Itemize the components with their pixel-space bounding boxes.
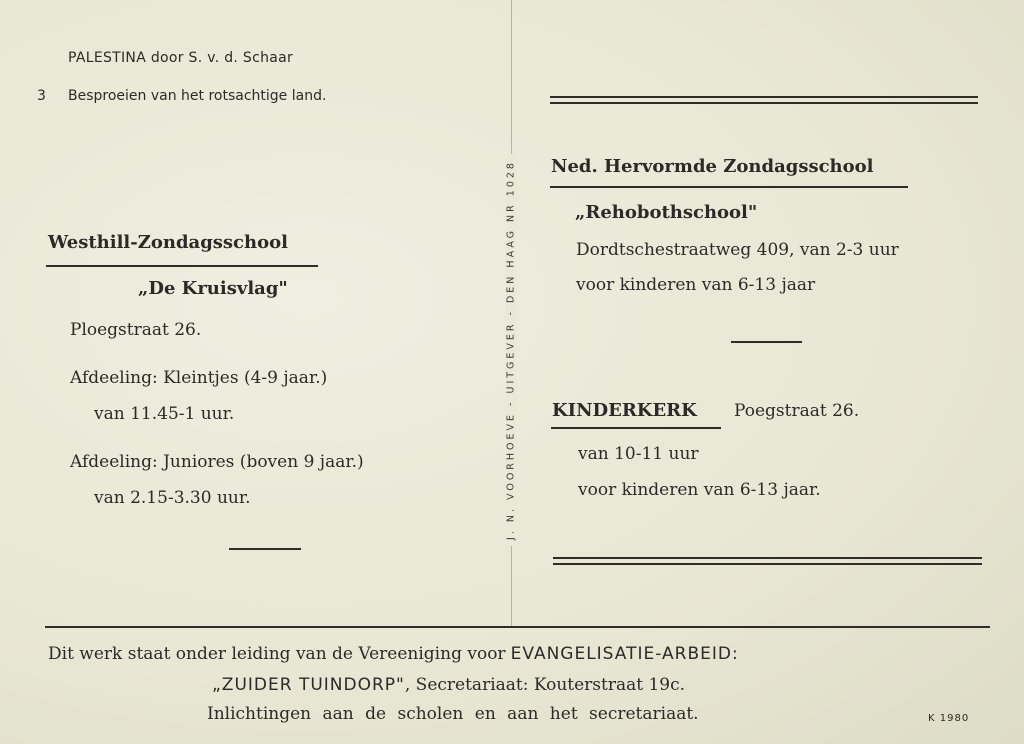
footer-org-name: EVANGELISATIE-ARBEID: xyxy=(510,644,739,664)
right-bottom-double-rule-2 xyxy=(553,563,982,565)
church-ages: voor kinderen van 6-13 jaar. xyxy=(578,480,821,500)
caption-number: 3 xyxy=(37,88,46,104)
publisher-imprint: J. N. VOORHOEVE - UITGEVER - DEN HAAG NR 1028 xyxy=(506,154,517,546)
footer-line-2 xyxy=(212,675,685,695)
right-bottom-double-rule-1 xyxy=(553,557,982,559)
left-section1: Afdeeling: Kleintjes (4-9 jaar.) xyxy=(70,368,328,388)
right-mid-rule xyxy=(731,341,802,343)
footer-tuindorp: „ZUIDER TUINDORP" xyxy=(212,675,405,695)
right-school-subtitle: „Rehobothschool" xyxy=(575,202,758,223)
church-address: Poegstraat 26. xyxy=(734,401,860,421)
footer-line-3: Inlichtingen aan de scholen en aan het secretariaat. xyxy=(207,704,699,724)
church-underline xyxy=(551,427,721,429)
right-school-name: Ned. Hervormde Zondagsschool xyxy=(551,156,874,177)
left-school-underline xyxy=(46,265,318,267)
right-address-time: Dordtschestraatweg 409, van 2-3 uur xyxy=(576,240,899,260)
footer-rule xyxy=(45,626,990,628)
right-top-double-rule-1 xyxy=(550,96,978,98)
left-section2-time: van 2.15-3.30 uur. xyxy=(94,488,251,508)
footer-line-1 xyxy=(48,644,739,664)
left-section2: Afdeeling: Juniores (boven 9 jaar.) xyxy=(70,452,364,472)
footer-line-1-text: Dit werk staat onder leiding van de Vereeniging voor xyxy=(48,644,506,664)
left-address: Ploegstraat 26. xyxy=(70,320,202,340)
right-ages: voor kinderen van 6-13 jaar xyxy=(576,275,816,295)
left-section1-time: van 11.45-1 uur. xyxy=(94,404,235,424)
left-end-rule xyxy=(229,548,301,550)
church-title: KINDERKERK xyxy=(552,400,697,421)
right-school-underline xyxy=(550,186,908,188)
print-code: K 1980 xyxy=(928,713,970,724)
footer-secretariat: , Secretariaat: Kouterstraat 19c. xyxy=(404,675,686,695)
caption-description: Besproeien van het rotsachtige land. xyxy=(68,88,327,104)
caption-title: PALESTINA door S. v. d. Schaar xyxy=(68,50,294,66)
right-top-double-rule-2 xyxy=(550,102,978,104)
left-school-name: Westhill-Zondagsschool xyxy=(48,232,288,253)
left-school-subtitle: „De Kruisvlag" xyxy=(138,278,288,299)
church-time: van 10-11 uur xyxy=(578,444,699,464)
